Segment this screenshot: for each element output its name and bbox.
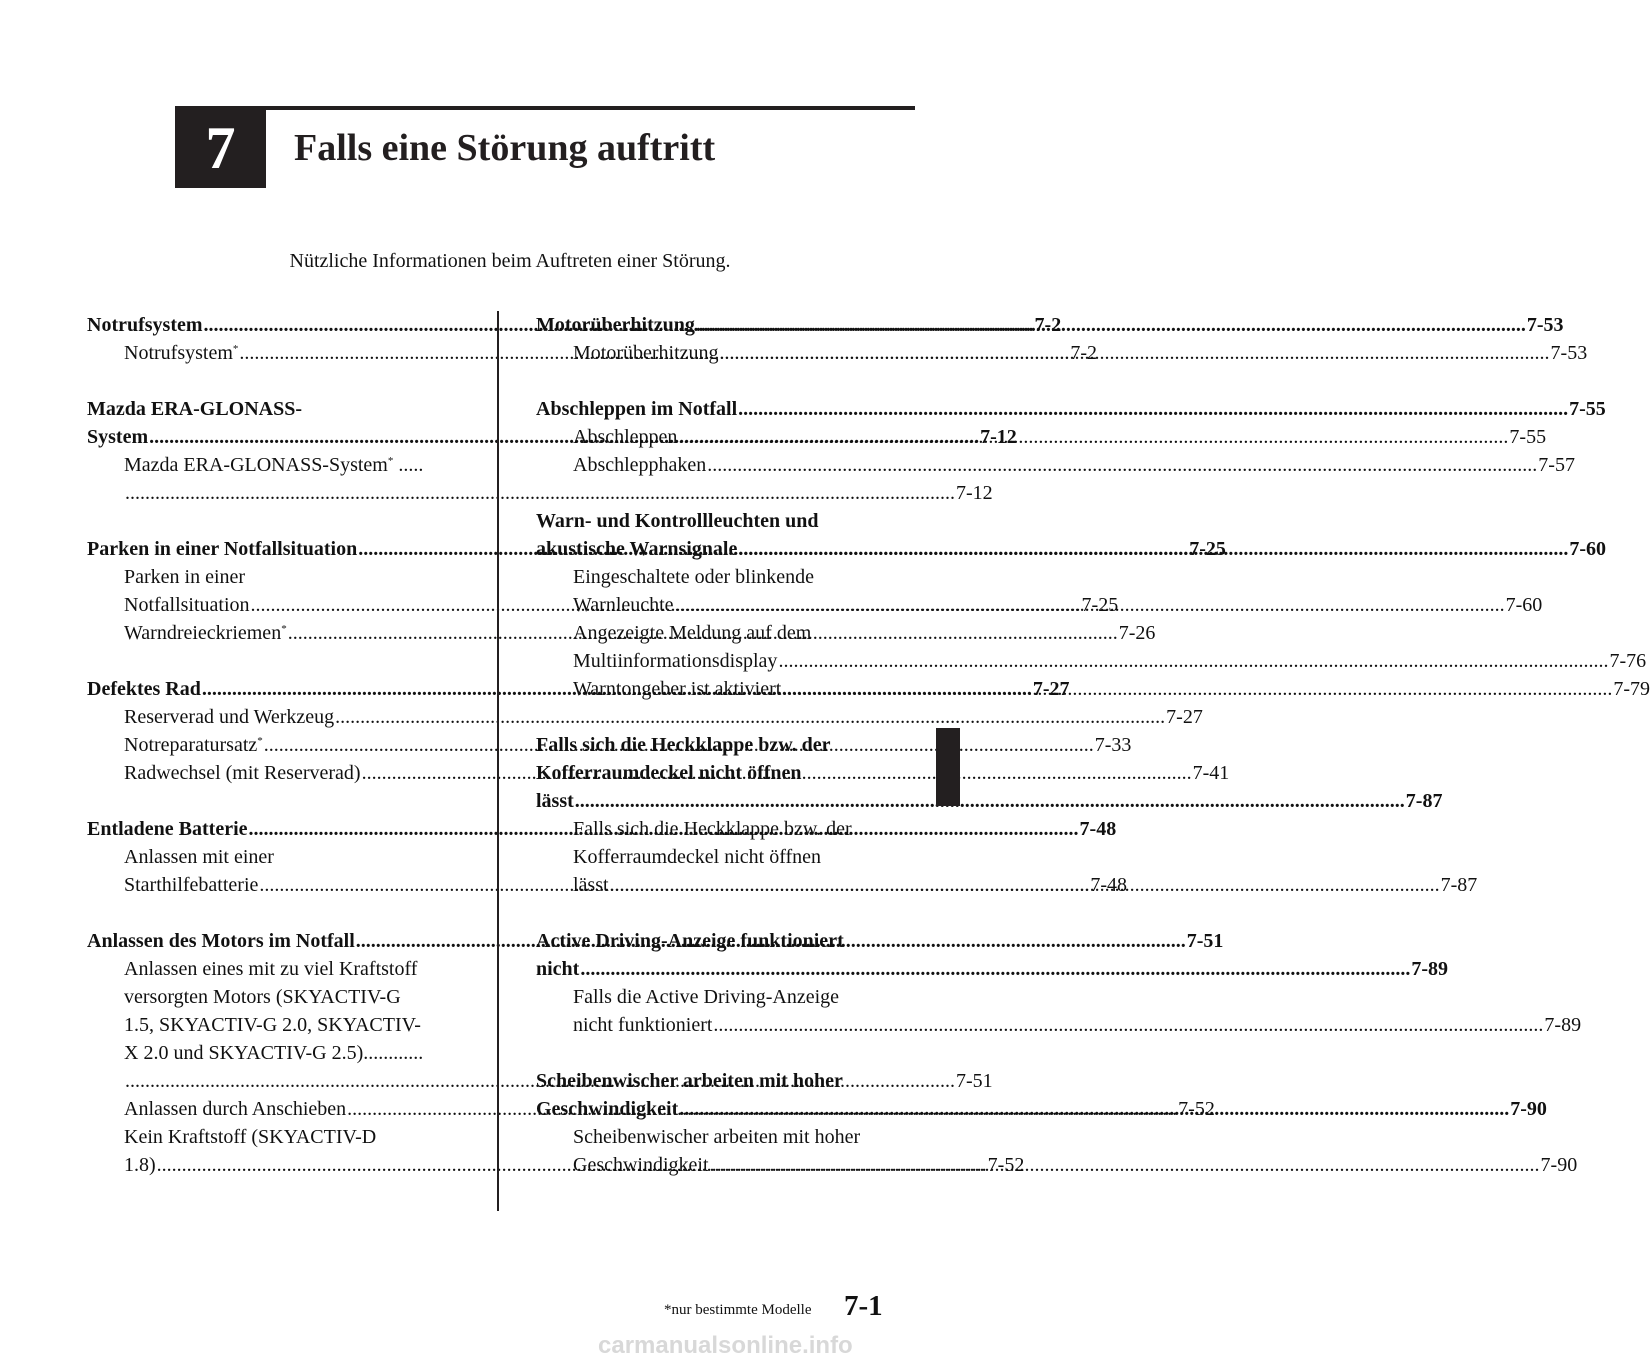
column-divider <box>497 311 499 1211</box>
section-title-page: 7-60 <box>1569 538 1607 560</box>
toc-item-entry-page: 7-52 <box>1178 1098 1215 1120</box>
toc-item-line[interactable]: Eingeschaltete oder blinkende <box>573 566 815 588</box>
toc-item-line[interactable]: 1.5, SKYACTIV-G 2.0, SKYACTIV- <box>124 1014 421 1036</box>
toc-item-entry-page: 7-12 <box>956 482 993 504</box>
toc-item <box>536 983 1582 1039</box>
section-title-page: 7-53 <box>1526 314 1564 336</box>
toc-item-entry[interactable] <box>573 451 1575 479</box>
toc-item <box>536 451 1575 479</box>
toc-item-line[interactable]: Parken in einer <box>124 566 246 588</box>
section-title-page: 7-51 <box>1186 930 1224 952</box>
toc-item-entry-page: 7-57 <box>1538 454 1575 476</box>
toc-item-line[interactable]: versorgten Motors (SKYACTIV-G <box>124 986 401 1008</box>
section-title-text: Entladene Batterie <box>87 818 248 840</box>
toc-item-line[interactable]: Anlassen mit einer <box>124 846 274 868</box>
model-note-marker: * <box>232 343 239 355</box>
dot-leader-tail: ..... <box>393 454 424 476</box>
toc-item-entry-text: Warntongeber ist aktiviert <box>573 678 782 700</box>
toc-item-entry[interactable] <box>573 1011 1582 1039</box>
model-note-marker: * <box>257 735 263 747</box>
section-title-page: 7-48 <box>1079 818 1117 840</box>
toc-item-entry[interactable] <box>124 479 993 507</box>
toc-item-line[interactable]: X 2.0 und SKYACTIV-G 2.5)............ <box>124 1042 424 1064</box>
toc-item-entry-page: 7-90 <box>1540 1154 1578 1176</box>
chapter-number: 7 <box>205 114 236 181</box>
toc-item-entry-text: Abschlepphaken <box>573 454 707 476</box>
toc-item-line[interactable]: Kofferraumdeckel nicht öffnen <box>573 846 822 868</box>
section-title-page: 7-55 <box>1569 398 1606 420</box>
dot-leader <box>610 871 1440 899</box>
section-title-line[interactable]: Active Driving-Anzeige funktioniert <box>536 930 844 952</box>
section-title-text: Anlassen des Motors im Notfall <box>87 930 355 952</box>
toc-item-entry-page: 7-55 <box>1509 426 1547 448</box>
section-title-line[interactable]: Scheibenwischer arbeiten mit hoher <box>536 1070 843 1092</box>
toc-item-entry-page: 7-41 <box>1192 762 1230 784</box>
toc-item-entry-text: Notfallsituation <box>124 594 250 616</box>
section-title-line[interactable]: Mazda ERA-GLONASS- <box>87 398 303 420</box>
page-number: 7-1 <box>844 1290 883 1322</box>
section-title-text: Motorüberhitzung <box>536 314 695 336</box>
dot-leader <box>678 423 1508 451</box>
dot-leader <box>710 1151 1540 1179</box>
section-title-text: akustische Warnsignale <box>536 538 738 560</box>
dot-leader <box>575 787 1405 815</box>
toc-item-line[interactable]: Mazda ERA-GLONASS-System* ..... <box>124 454 424 476</box>
dot-leader <box>679 1095 1509 1123</box>
section-title-text: Abschleppen im Notfall <box>536 398 738 420</box>
watermark: carmanualsonline.info <box>598 1332 853 1359</box>
chapter-header-rule <box>175 106 915 110</box>
toc-item-entry-page: 7-53 <box>1550 342 1588 364</box>
toc-item-entry-page: 7-33 <box>1094 734 1132 756</box>
section-title-text: System <box>87 426 149 448</box>
toc-item <box>87 703 1203 731</box>
section-title-text: Parken in einer Notfallsituation <box>87 538 358 560</box>
section-title-text: Defektes Rad <box>87 678 201 700</box>
toc-item-entry-text: Notrufsystem* <box>124 342 239 364</box>
toc-item-entry[interactable] <box>573 647 1647 675</box>
chapter-title: Falls eine Störung auftritt <box>294 127 716 169</box>
section-title-line[interactable]: Warn- und Kontrollleuchten und <box>536 510 819 532</box>
dot-leader <box>778 647 1608 675</box>
model-note-marker: * <box>387 455 394 467</box>
toc-item-entry-page: 7-60 <box>1505 594 1543 616</box>
chapter-side-tab <box>936 728 960 806</box>
chapter-subtitle: Nützliche Informationen beim Auftreten einer Störung. <box>289 250 731 272</box>
section-title-page: 7-89 <box>1411 958 1449 980</box>
section-title-page: 7-2 <box>1034 314 1062 336</box>
toc-item-line[interactable]: Scheibenwischer arbeiten mit hoher <box>573 1126 861 1148</box>
toc-item-entry-text: 1.8) <box>124 1154 156 1176</box>
toc-item-entry-text: Multiinformationsdisplay <box>573 650 778 672</box>
section-title[interactable] <box>536 955 1449 983</box>
toc-item-entry-page: 7-26 <box>1118 622 1156 644</box>
section-title-text: nicht <box>536 958 580 980</box>
section-title-text: Geschwindigkeit <box>536 1098 679 1120</box>
dot-leader <box>720 339 1550 367</box>
section-title[interactable] <box>536 787 1443 815</box>
toc-item-entry-page: 7-52 <box>987 1154 1025 1176</box>
section-title-text: Notrufsystem <box>87 314 203 336</box>
chapter-number-box <box>175 108 266 188</box>
toc-item-entry-text: lässt <box>573 874 609 896</box>
toc-item-entry-text: Notreparatursatz* <box>124 734 263 756</box>
toc-item-entry-text: Motorüberhitzung <box>573 342 719 364</box>
section-title-page: 7-25 <box>1189 538 1226 560</box>
toc-item-entry-text: Starthilfebatterie <box>124 874 259 896</box>
dot-leader <box>696 311 1526 339</box>
dot-leader <box>675 591 1505 619</box>
model-note-marker: * <box>281 623 287 635</box>
dot-leader <box>580 955 1410 983</box>
dot-leader <box>782 675 1612 703</box>
toc-item-entry-page: 7-87 <box>1440 874 1478 896</box>
section-title-page: 7-90 <box>1510 1098 1547 1120</box>
dot-leader <box>707 451 1537 479</box>
toc-item-entry-page: 7-2 <box>1070 342 1098 364</box>
toc-item-entry-page: 7-48 <box>1090 874 1128 896</box>
toc-item-entry-page: 7-89 <box>1544 1014 1582 1036</box>
toc-item-line[interactable]: Kein Kraftstoff (SKYACTIV-D <box>124 1126 377 1148</box>
footnote-models: *nur bestimmte Modelle <box>664 1302 812 1318</box>
section-title-page: 7-27 <box>1032 678 1070 700</box>
toc-item-entry-text: Warnleuchte <box>573 594 674 616</box>
toc-item-entry-text: Abschleppen <box>573 426 678 448</box>
section-title-page: 7-87 <box>1405 790 1443 812</box>
toc-item-entry-page: 7-27 <box>1166 706 1203 728</box>
toc-item-line[interactable]: Anlassen eines mit zu viel Kraftstoff <box>124 958 418 980</box>
toc-item-entry-text: Radwechsel (mit Reserverad) <box>124 762 361 784</box>
toc-item-entry-text: Anlassen durch Anschieben <box>124 1098 347 1120</box>
section-title-line[interactable]: Kofferraumdeckel nicht öffnen <box>536 762 802 784</box>
section-title-page: 7-12 <box>980 426 1017 448</box>
section-title-text: lässt <box>536 790 574 812</box>
toc-item-line[interactable]: Falls sich die Heckklappe bzw. der <box>573 818 852 840</box>
section-title-line[interactable]: Falls sich die Heckklappe bzw. der <box>536 734 831 756</box>
toc-item-line[interactable]: Falls die Active Driving-Anzeige <box>573 986 840 1008</box>
toc-item-entry-text: Geschwindigkeit <box>573 1154 709 1176</box>
toc-item-entry-text: Warndreieckriemen* <box>124 622 287 644</box>
dot-leader <box>738 395 1568 423</box>
dot-leader <box>738 535 1568 563</box>
section-title[interactable] <box>536 395 1606 423</box>
toc-item-line[interactable]: Angezeigte Meldung auf dem <box>573 622 812 644</box>
toc-item-entry-page: 7-51 <box>956 1070 993 1092</box>
toc-item-entry-page: 7-79 <box>1613 678 1650 700</box>
toc-item-entry[interactable] <box>124 703 1203 731</box>
dot-leader <box>713 1011 1543 1039</box>
toc-item-entry-text: nicht funktioniert <box>573 1014 713 1036</box>
toc-item-entry-page: 7-76 <box>1609 650 1647 672</box>
toc-item-entry-page: 7-25 <box>1081 594 1119 616</box>
toc-item-entry-text: Reserverad und Werkzeug <box>124 706 335 728</box>
